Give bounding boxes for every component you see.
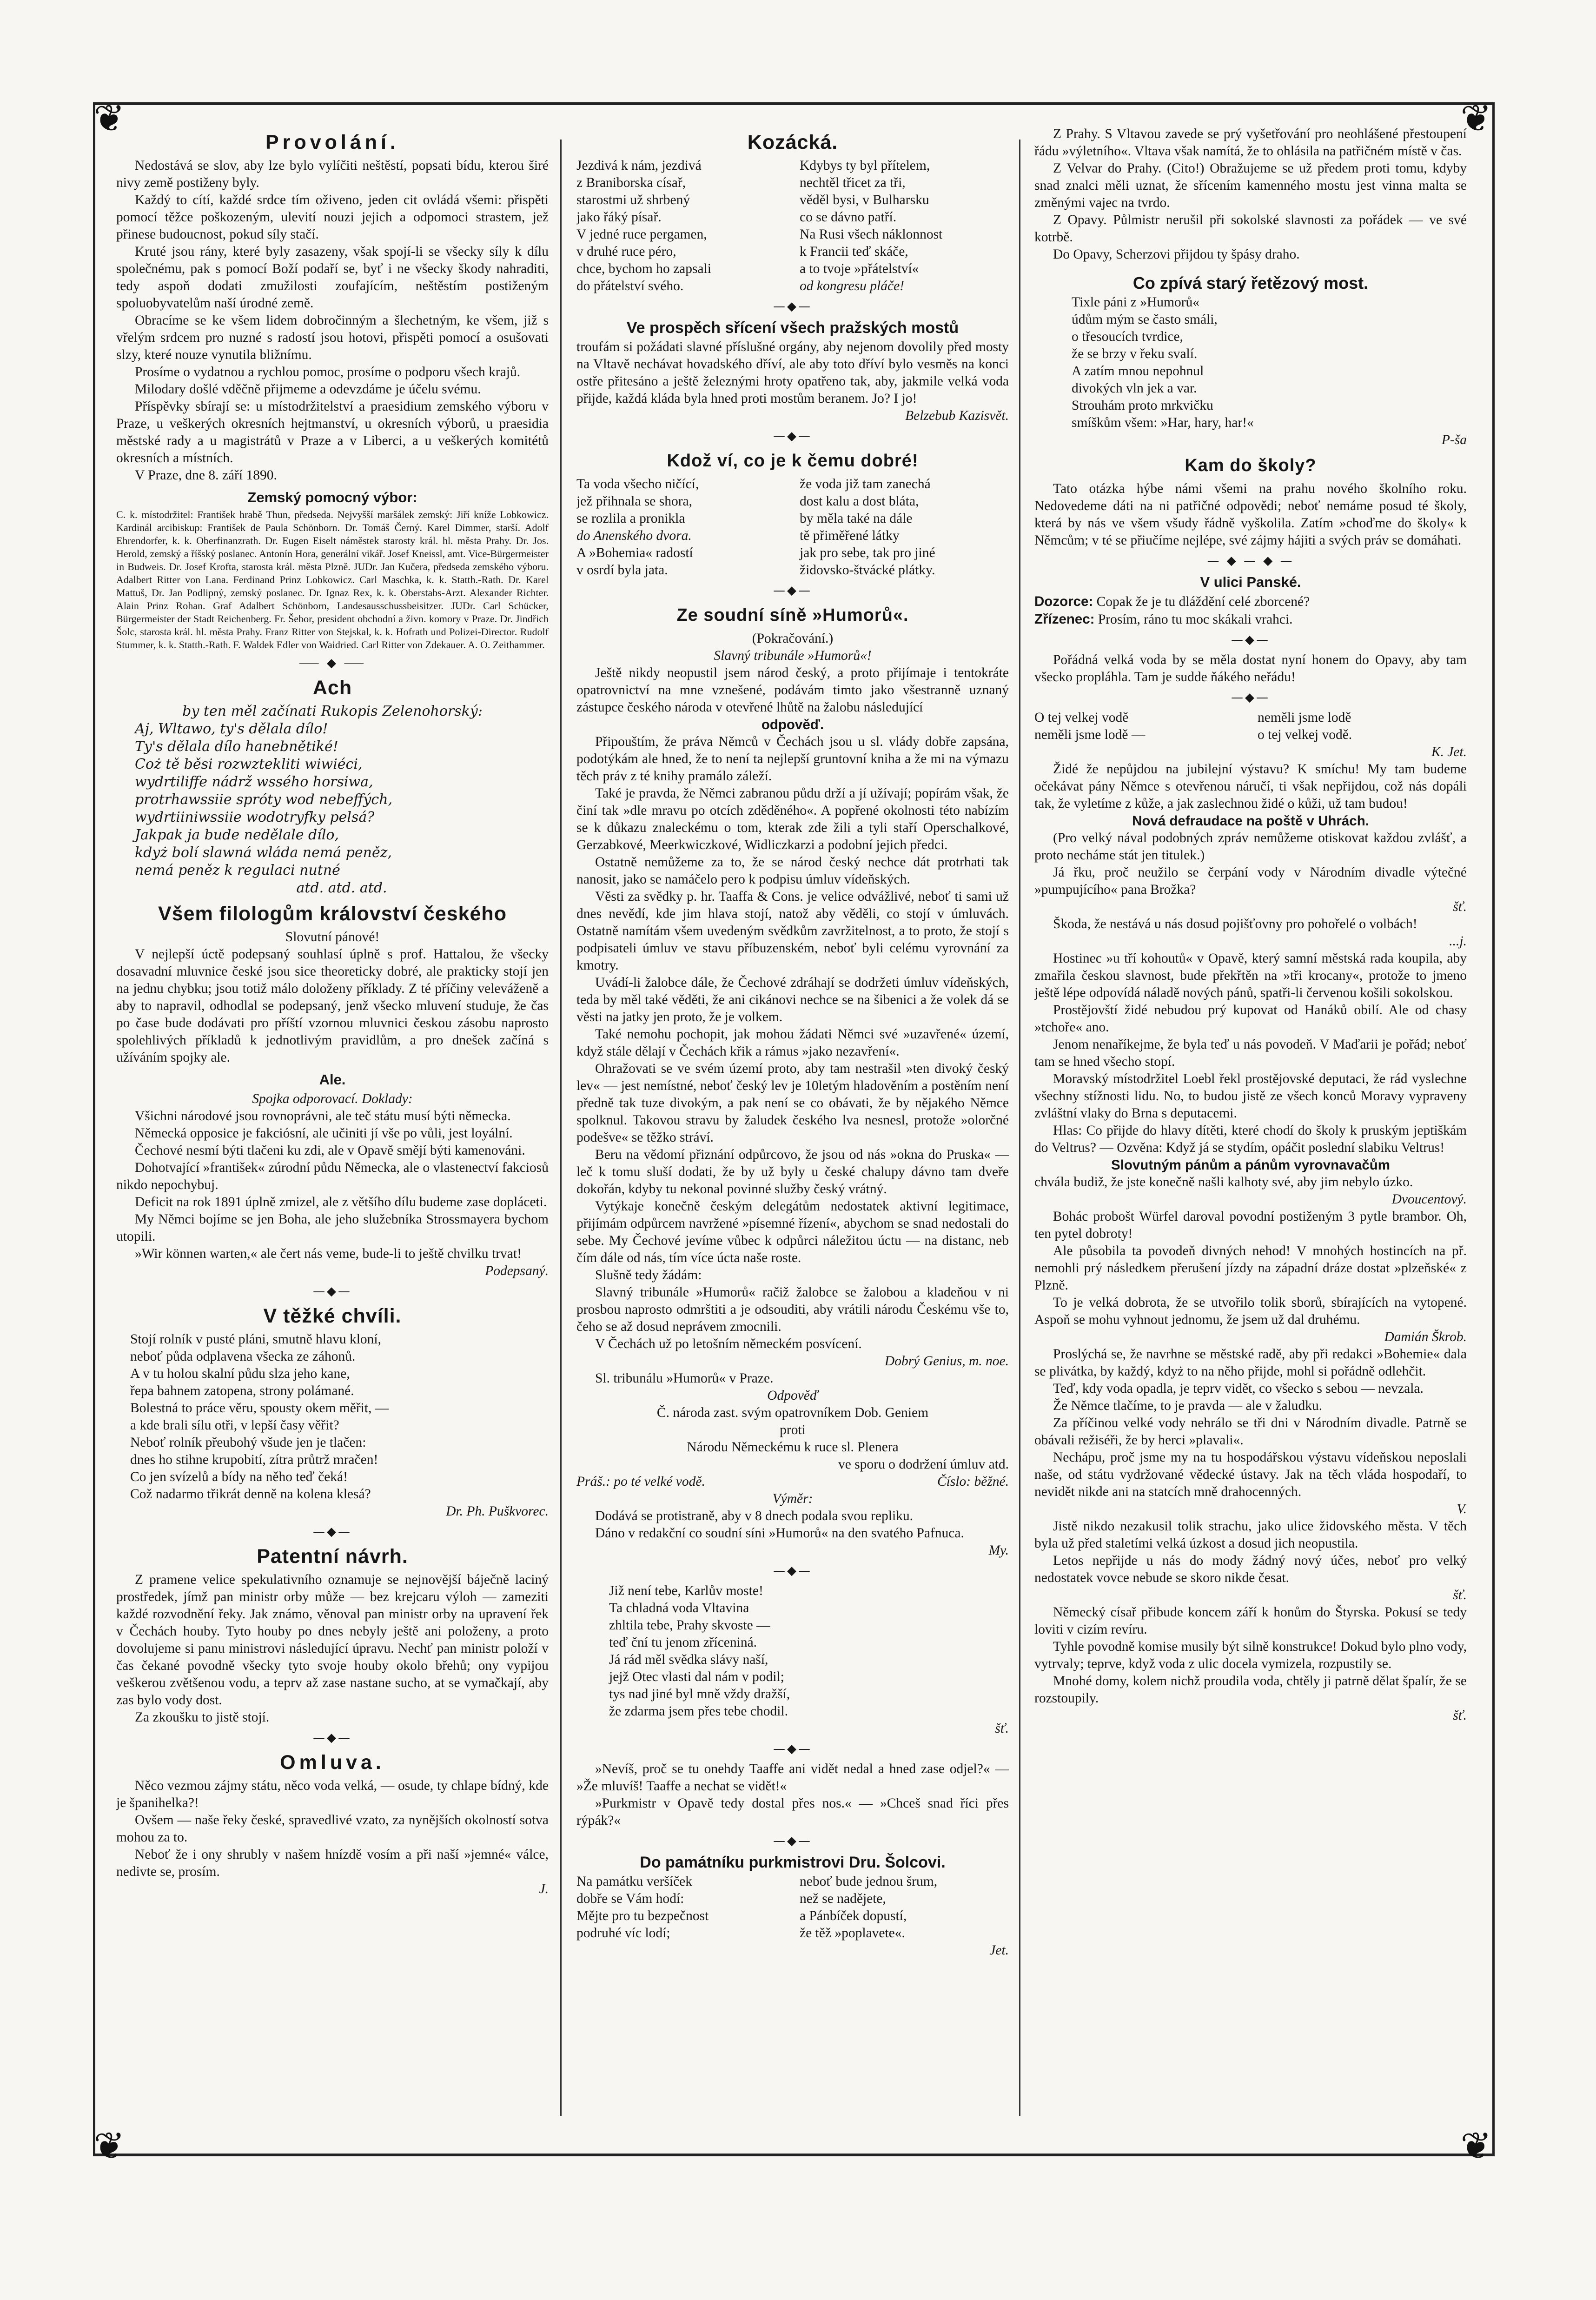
paragraph: Prostějovští židé nebudou prý kupovat od Hanáků obilí. Ale od chasy »tchoře« ano. xyxy=(1034,1003,1467,1035)
paragraph: Také nemohu pochopit, jak mohou žádati Němci své »uzavřené« území, když stále dělají v Čechách křik a rámus »jako nezavření«. xyxy=(576,1027,1009,1059)
poem-line: nechtěl třicet za tři, xyxy=(800,175,906,190)
poem-line: Tiхle páni z »Humorů« xyxy=(1072,295,1200,310)
article-title-tezke-chvili: V těžké chvíli. xyxy=(263,1305,402,1327)
article-title-ulici: V ulici Panské. xyxy=(1200,574,1301,590)
poem-line: řepa bahnem zatopena, strony polámané. xyxy=(130,1383,354,1398)
signature: ...j. xyxy=(1449,934,1467,949)
poem-line: Kdybys ty byl přítelem, xyxy=(800,158,930,173)
column-right xyxy=(1034,126,1467,2134)
paragraph: Ostatně nemůžeme za to, že se národ český nechce dát protrhati tak nanosit, jako se namáčelo pero k podpisu úmluv vídeňských. xyxy=(576,855,1009,887)
poem-line: od kongresu pláče! xyxy=(800,279,905,293)
paragraph: My Němci bojíme se jen Boha, ale jeho služebníka Strossmayera bychom utopili. xyxy=(116,1212,549,1244)
poem-line: neměli jsme lodě — xyxy=(1034,727,1146,742)
section-title: Slovutným pánům a pánům vyrovnavačům xyxy=(1111,1157,1390,1173)
separator: —◆— xyxy=(1231,633,1270,647)
court-meta xyxy=(576,1473,1009,1490)
poem-left xyxy=(1034,709,1244,744)
poem-line: nemá peněz k regulaci nutné xyxy=(135,862,340,878)
article-title-filologum: Všem filologům království českého xyxy=(158,903,507,925)
section-subtitle: Spojka odporovací. Doklady: xyxy=(252,1091,413,1106)
speech: Prosím, ráno tu moc skákali vrahci. xyxy=(1098,612,1293,627)
poem-line: Ta voda všecho ničící, xyxy=(576,477,699,492)
paragraph: »Nevíš, proč se tu onehdy Taaffe ani vidět nedal a hned zase odjel?« — »Že mluvíš! Taaffe a nechat se vidět!« xyxy=(576,1762,1009,1794)
subtitle: by ten měl začínati Rukopis Zelenohorský: xyxy=(182,703,483,719)
article-title-omluva: Omluva. xyxy=(280,1751,385,1774)
paragraph: Z Opavy. Půlmistr nerušil při sokolské slavnosti za pořádek — ve své kotrbě. xyxy=(1034,213,1467,245)
separator: —◆— xyxy=(773,1564,812,1578)
paragraph: Mnohé domy, kolem nichž proudila voda, chtěly ji patrně dělat špalír, že se rozstoupily. xyxy=(1034,1674,1467,1706)
poem xyxy=(1072,294,1467,432)
paragraph: Proslýchá se, že navrhne se městské radě, aby při redakci »Bohemie« dala se plivátka, by každý, kdyż to na něho přijde, mohl si pořádně odlehčit. xyxy=(1034,1347,1467,1379)
paragraph: V Čechách už po letošním německém posvícení. xyxy=(595,1336,862,1351)
poem-line: Aj, Wltawo, ty's dělala dílo! xyxy=(135,721,328,737)
dialogue-line xyxy=(1034,611,1467,628)
article-title-prospech: Ve prospěch sřícení všech pražských mostů xyxy=(626,319,959,337)
paragraph: Hlas: Co přijde do hlavy dítěti, které chodí do školy k pruským jeptiškám do Veltrus? — Ozvěna: Když já se stydím, opáčit poslední slabiku Veltrus! xyxy=(1034,1123,1467,1155)
article-title-soudni-sin: Ze soudní síně »Humorů«. xyxy=(676,605,909,625)
paragraph: Z Velvar do Prahy. (Cito!) Obražujeme se už předem proti tomu, kdyby snad znalci měli uznat, že sřícením kamenného mostu jest vinna malta se změnými vajec na tvrdo. xyxy=(1034,161,1467,210)
court-line: proti xyxy=(780,1423,806,1437)
poem-line: Bolestná to práce věru, spousty okem měřit, — xyxy=(130,1401,389,1416)
court-line: ve sporu o dodržení úmluv atd. xyxy=(838,1457,1009,1472)
poem-line: Ty's dělala dílo hanebnětiké! xyxy=(135,738,338,755)
separator: — ◆ — ◆ — xyxy=(1207,554,1294,568)
signature: K. Jet. xyxy=(1431,745,1467,759)
separator: —◆— xyxy=(773,1742,812,1756)
poem-line: v osrdí byla jata. xyxy=(576,563,668,578)
signature: Jet. xyxy=(989,1943,1009,1958)
separator: —◆— xyxy=(773,299,812,313)
paragraph: Uvádí-li žalobce dále, že Čechové zdráhají se dodržeti úmluv vídeňských, teda by měl také věděti, že ani cikánovi nechce se na šibenici a že volek dá se věsti na jatky jen proto, že je volkem. xyxy=(576,975,1009,1024)
poem-line: tě přiměřené látky xyxy=(800,528,900,543)
paragraph: Sl. tribunálu »Humorů« v Praze. xyxy=(595,1371,774,1386)
dialogue xyxy=(1034,593,1467,628)
salutation: Slavný tribunále »Humorů«! xyxy=(714,648,872,663)
signature: šť. xyxy=(995,1721,1009,1736)
column-rule xyxy=(560,140,562,2116)
poem-line: divokých vln jek a var. xyxy=(1072,381,1197,396)
article-title-most: Co zpívá starý řetězový most. xyxy=(1132,273,1369,292)
signature: šť. xyxy=(1453,899,1467,914)
poem-line: v druhé ruce péro, xyxy=(576,244,676,259)
poem-line: A zatím mnou nepohnul xyxy=(1072,364,1204,379)
poem-line: Neboť rolník přeubohý všude jen je tlačen: xyxy=(130,1435,366,1450)
paragraph: Za příčinou velké vody nehrálo se tři dni v Národním divadle. Patrně se obávali režiséři, že by herci »plavali«. xyxy=(1034,1416,1467,1448)
poem-left xyxy=(576,476,786,579)
separator: —◆— xyxy=(1231,691,1270,705)
paragraph: Bohác probošt Würfel daroval povodní postiženým 3 pytle brambor. Oh, ten pytel dobroty! xyxy=(1034,1209,1467,1241)
paragraph: Moravský místodržitel Loebl řekl prostějovské deputaci, že rád vyslechne všechny stížnosti lidu. No, to budou jistě ze všech konců Moravy vypraveny zvláštní vlaky do Brna s deputacemi. xyxy=(1034,1071,1467,1121)
section-title-ale: Ale. xyxy=(319,1071,346,1088)
paragraph: Deficit na rok 1891 úplně zmizel, ale z většího dílu budeme zase dopláceti. xyxy=(135,1195,547,1210)
separator: —◆— xyxy=(773,429,812,443)
poem-line: wydrtiliffe nádrž wssého horsiwa, xyxy=(135,774,373,790)
article-title-kozacka: Kozácká. xyxy=(747,131,838,153)
paragraph: Obracíme se ke všem lidem dobročinným a šlechetným, ke všem, již s vřelým srdcem pro nuzné s radostí jsou hotovi, přispěti pomocí a osušovati slzy, které nouze vynutila bližnímu. xyxy=(116,313,549,362)
poem-line: Což nadarmo třikrát denně na kolena klesá? xyxy=(130,1487,371,1502)
paragraph: Každý to cítí, každé srdce tím oživeno, jeden cit ovládá všemi: přispěti pomocí těžce poškozeným, ulevití nouzi jejich a odpomoci strastem, jež přinese budoucnost, pokud síly stačí. xyxy=(116,193,549,242)
paragraph: Z Prahy. S Vltavou zavede se prý vyšetřování pro neohlášené přestoupení řádu »výletního«. Vltava však namítá, že to ohlásila na patřičném místě v čas. xyxy=(1034,126,1467,159)
poem-line: neměli jsme lodě xyxy=(1258,710,1351,725)
poem-line: o třesoucích tvrdice, xyxy=(1072,329,1184,344)
poem-line: z Braniborska císař, xyxy=(576,175,686,190)
salutation: Slovutní pánové! xyxy=(285,930,380,944)
poem-line: V jedné ruce pergamen, xyxy=(576,227,707,242)
paragraph: Ale působila ta povodeň divných nehod! V mnohých hostincích na př. nemohli prý následkem přerušení jízdy na západní dráze dostat »plzeňské« z Plzně. xyxy=(1034,1243,1467,1293)
poem-line: A v tu holou skalní půdu slza jeho kane, xyxy=(130,1366,350,1381)
article-title-patent: Patentní návrh. xyxy=(257,1545,408,1568)
separator: —◆— xyxy=(313,1284,352,1298)
poem-line: by měla také na dále xyxy=(800,511,913,526)
speaker: Zřízenec: xyxy=(1034,612,1095,627)
poem-line: podruhé víc lodí; xyxy=(576,1926,670,1941)
paragraph: Hostinec »u tří kohoutů« v Opavě, který samní městská rada koupila, aby zmařila českou slavnost, bude překřtěn na »tři krocany«, protože to jmeno ještě lépe odpovídá náladě nových pánů, spatři-li červenou košili sokolskou. xyxy=(1034,951,1467,1000)
paragraph: Neboť že i ony shrubly v našem hnízdě vosím a při naší »jemné« válce, nedivte se, prosím. xyxy=(116,1847,549,1879)
paragraph: Židé že nepůjdou na jubilejní výstavu? K smíchu! My tam budeme očekávat pány Němce s otevřenou náručí, ti však nepřijdou, což nás dopáli tak, že vyletíme z kůže, a jak zaslechnou židé o kůži, už tam budou! xyxy=(1034,762,1467,811)
poem-two-columns xyxy=(576,157,1009,295)
paragraph: »Purkmistr v Opavě tedy dostal přes nos.« — »Chceš snad říci přes rýpák?« xyxy=(576,1796,1009,1828)
poem-line: Já rád měl svědka slávy naší, xyxy=(609,1652,768,1667)
poem-line: do přátelství svého. xyxy=(576,279,684,293)
poem-line: tys nad jiné byl mně vždy dražší, xyxy=(609,1687,790,1702)
paragraph: Že Němce tlačíme, to je pravda — ale v žaludku. xyxy=(1053,1398,1323,1413)
poem-line: Mějte pro tu bezpečnost xyxy=(576,1908,709,1923)
committee-title: Zemský pomocný výbor: xyxy=(247,489,417,505)
poem-line: se rozlila a pronikla xyxy=(576,511,685,526)
paragraph: Jenom nenaříkejme, že byla teď u nás povodeň. V Maďarii je pořád; neboť tam se hned všecho stopí. xyxy=(1034,1037,1467,1069)
poem-line: teď ční tu jenom zříceniná. xyxy=(609,1635,757,1650)
separator: —◆— xyxy=(313,1525,352,1539)
corner-ornament-icon: ❦ xyxy=(1460,97,1492,140)
poem-two-columns xyxy=(1034,709,1467,744)
poem-line: věděl bysi, v Bulharsku xyxy=(800,193,929,207)
poem-line: že těž »poplavete«. xyxy=(800,1926,905,1941)
column-rule xyxy=(1019,140,1020,2116)
paragraph: Škoda, že nestává u nás dosud pojišťovny pro pohořelé o volbách! xyxy=(1053,917,1417,931)
article-title-kdoz: Kdož ví, co je k čemu dobré! xyxy=(667,451,919,471)
speech: Copak že je tu dláždění celé zborcené? xyxy=(1096,594,1310,609)
poem-line: než se nadějete, xyxy=(800,1891,886,1906)
signature: Belzebub Kazisvět. xyxy=(905,408,1009,423)
paragraph: Vytýkaje konečně českým delegátům nedostatek aktivní legitimace, přijímám odpůrcem navržené »písemné řízení«, abychom se snad nedostali do sebe. My Čechové jevíme vůbec k odpůrci náležitou úctu — na distanc, neb čím dále od nás, tím více úcta naše roste. xyxy=(576,1199,1009,1265)
paragraph: »Wir können warten,« ale čert nás veme, bude-li to ještě chvilku trvat! xyxy=(135,1246,522,1261)
poem-left xyxy=(576,157,786,295)
poem-line: jež přihnala se shora, xyxy=(576,494,693,509)
paragraph: Do Opavy, Scherzovi přijdou ty špásy draho. xyxy=(1053,247,1300,262)
dateline: V Praze, dne 8. září 1890. xyxy=(135,468,277,483)
separator: —◆— xyxy=(773,584,812,598)
paragraph: Dohotvající »františek« zúrodní půdu Německa, ale o vlastenectví fakciosů nikdo nepochybuj. xyxy=(116,1160,549,1192)
signature: Dr. Ph. Puškvorec. xyxy=(446,1504,549,1519)
paragraph: Prosíme o vydatnou a rychlou pomoc, prosíme o podporu všech krajů. xyxy=(135,365,521,379)
paragraph: Ovšem — naše řeky české, spravedlivé vzato, za nynějších okolností sotva mohou za to. xyxy=(116,1813,549,1845)
corner-ornament-icon: ❦ xyxy=(93,97,125,140)
poem xyxy=(130,1331,549,1503)
poem-line: že zdarma jsem přes tebe chodil. xyxy=(609,1704,788,1719)
paragraph: Připouštím, že práva Němců v Čechách jsou u sl. vlády dobře zapsána, podotýkám ale hned, že to není ta nejlepší gruntovní kniha a že mi na výmazu těch práv z té knihy pramálo záleží. xyxy=(576,734,1009,784)
signature: Dobrý Genius, m. noe. xyxy=(884,1354,1009,1369)
poem-line: Ta chladná voda Vltavina xyxy=(609,1601,749,1615)
paragraph: Německý císař přibude koncem září k honům do Štyrska. Pokusí se tedy loviti v cizím revíru. xyxy=(1034,1605,1467,1637)
paragraph: Německá opposice je fakciósní, ale učiniti jí vše po vůli, jest loyální. xyxy=(135,1126,513,1141)
paragraph: Kruté jsou rány, které byly zasazeny, však spojí-li se všecky síly k dílu společnému, pak s pomocí Boží podaří se, byť i ne všecky škody nahraditi, tedy aspoň dodati zmužilosti zoufajícím, neštěstím postiženým spoluobyvatelům naší úrodné země. xyxy=(116,244,549,311)
paragraph: Příspěvky sbírají se: u místodržitelství a praesidium zemského výboru v Praze, u veškerých okresních hejtmanství, u okresních výborů, u praesidia městské rady a u magistrátů v Praze a v Liberci, a u veškerých komitétů okresních a místních. xyxy=(116,399,549,465)
article-title-solc: Do památníku purkmistrovi Dru. Šolcovi. xyxy=(640,1854,946,1871)
poem-line: a Pánbíček dopustí, xyxy=(800,1908,907,1923)
signature: šť. xyxy=(1453,1588,1467,1602)
paragraph: To je velká dobrota, že se utvořilo tolik sborů, sbírajících na vytopené. Aspoň se mohu vyhnout jednomu, že jsem už dal druhému. xyxy=(1034,1295,1467,1327)
poem-two-columns xyxy=(576,1873,1009,1942)
paragraph: Milodary došlé vděčně přijmeme a odevzdáme je účelu svému. xyxy=(135,382,481,397)
paragraph: Ještě nikdy neopustil jsem národ český, a proto přijímaje i tentokráte opatrovnictví na mne vznešené, podávám timto jako všestranně uznaný zástupce českého národa v otevřené lhůtě na žalobu následující xyxy=(576,665,1009,715)
section-title: Nová defraudace na poště v Uhrách. xyxy=(1132,813,1369,829)
poem-line: O tej velkej vodě xyxy=(1034,710,1129,725)
paragraph: Nechápu, proč jsme my na tu hospodářskou výstavu vídeňskou neposlali naše, od státu vydržované vědecké ústavy. Jak na těch vláda hospodaří, to nevidět nikde ani na statcích mně drahocenných. xyxy=(1034,1450,1467,1499)
paragraph: Jistě nikdo nezakusil tolik strachu, jako ulice židovského města. V těch byla už před staletími velká úzkost a dosud jich neopustila. xyxy=(1034,1519,1467,1551)
column-left xyxy=(116,126,549,2134)
paragraph: chvála budiž, že jste konečně našli kalhoty své, aby jim nebylo úzko. xyxy=(1034,1175,1413,1190)
poem-line: atd. atd. atd. xyxy=(296,880,387,896)
signature: Dvoucentový. xyxy=(1391,1192,1467,1207)
poem-line: neboť bude jednou šrum, xyxy=(800,1874,938,1889)
poem-line: dost kalu a dost bláta, xyxy=(800,494,919,509)
poem-line: Na Rusi všech náklonnost xyxy=(800,227,943,242)
poem-line: jejž Otec vlasti dal nám v podil; xyxy=(609,1669,784,1684)
poem-line: a kde brali sílu otři, v lepší časy věřit? xyxy=(130,1418,339,1433)
paragraph: Ohražovati se ve svém území proto, aby tam nestrašil »ten divoký český lev« — jest nemístné, neboť český lev je 10letým hladověním a postěním není předně tak tuze divokým, a pak není se co obávati, že by nějakého Němce spolknul. Takovou stravu by žaludek českého lva nesnesl, protože »olorčné podešve« se těžko stráví. xyxy=(576,1061,1009,1145)
paragraph: Čechové nesmí býti tlačeni ku zdi, ale v Opavě smějí býti kamenováni. xyxy=(135,1143,525,1158)
poem-line: a to tvoje »přátelství« xyxy=(800,261,919,276)
paragraph: Dáno v redakční co soudní síni »Humorů« na den svatého Pafnuca. xyxy=(595,1526,964,1541)
poem-line: že voda již tam zanechá xyxy=(800,477,931,492)
poem-line: A »Bohemia« radostí xyxy=(576,545,693,560)
article-title-skola: Kam do školy? xyxy=(1185,456,1317,475)
signature: My. xyxy=(988,1543,1009,1558)
paragraph: Z pramene velice spekulativního oznamuje se nejnovější báječně laciný prostředek, jímž pan ministr orby může — bez krejcaru výloh — zameziti každé rozvodnění řeky. Jak známo, věnoval pan ministr orby na upravení řek v Čechách houby. Tyto houby po dnes nebyly ještě ani položeny, a proto dovolujeme si panu ministrovi následující úpravu. Nechť pan ministr položí v čas čekané povodně všecky tyto svoje houby okolo břehů; ony vypijou veškerou zvětšenou vodu, a teprv až zase nastane sucho, at se vymačkají, aby zas bylo vody dost. xyxy=(116,1572,549,1708)
paragraph: Pořádná velká voda by se měla dostat nyní honem do Opavy, aby tam všecko propláhla. Tam je sudde ňákého neřádu! xyxy=(1034,652,1467,685)
paragraph: Všichni národové jsou rovnoprávni, ale teč státu musí býti německa. xyxy=(135,1109,511,1123)
poem xyxy=(135,720,549,897)
court-cislo: Číslo: běžné. xyxy=(937,1474,1009,1489)
poem-line: Stojí rolník v pusté pláni, smutně hlavu kloní, xyxy=(130,1332,381,1347)
paragraph: Slušně tedy žádám: xyxy=(595,1268,702,1283)
poem-right xyxy=(800,476,1009,579)
column-middle xyxy=(576,126,1009,2134)
paragraph: Také je pravda, že Němci zabranou půdu drží a jí užívají; popírám však, že činí tak »dle mravu po otcích zděděného«. A popřené okolnosti této nabízím se k důkazu znaleckému o tom, kterak zde žili a tyli staří Operschalkové, Gerzabkové, Meerkwiczkové, Widliczkarzi a podobní jejich předci. xyxy=(576,786,1009,852)
poem-two-columns xyxy=(576,476,1009,579)
paragraph: Dodává se protistraně, aby v 8 dnech podala svou repliku. xyxy=(595,1509,914,1523)
article-title-ach: Ach xyxy=(312,677,352,699)
paragraph: Já řku, proč neužilo se čerpání vody v Národním divadle výtečné »pumpujícího« pana Brožka? xyxy=(1034,865,1467,897)
paragraph: Beru na vědomí přiznání odpůrcovo, že jsou od nás »okna do Pruska« — leč k tomu sluší dodati, že by už byly u české chalupy dávno tam dveře dokořán, kdyby tu nekonal povinné služby český vrátný. xyxy=(576,1147,1009,1197)
poem-line: protrhawssiie spróty wod nebeffých, xyxy=(135,791,393,808)
poem-line: co se dávno patří. xyxy=(800,210,897,225)
poem-line: dobře se Vám hodí: xyxy=(576,1891,684,1906)
corner-ornament-icon: ❦ xyxy=(1460,2124,1492,2167)
paragraph: (Pro velký nával podobných zpráv nemůžeme otiskovat každou zvlášť, a proto necháme stát jen titulek.) xyxy=(1034,831,1467,863)
poem-line: Jezdivá k nám, jezdivá xyxy=(576,158,702,173)
signature: Damián Škrob. xyxy=(1384,1329,1467,1344)
paragraph: Tato otázka hýbe námi všemi na prahu nového školního roku. Nedovedeme dáti na ni patřičné odpovědi; neboť nemáme posud té školy, která by nás ve všem všudy řádně vyškolila. Zatím »choďme do školy« k Němcům; v té se přiučíme nejlépe, své zájmy hájiti a svých práv se domáhati. xyxy=(1034,481,1467,548)
poem-line: neboť půda odplavena všecka ze záhonů. xyxy=(130,1349,356,1364)
separator: ⸺ ◆ ⸺ xyxy=(298,656,366,670)
poem-line: kdyż bolí slawná wláda nemá peněz, xyxy=(135,844,392,861)
poem-line: zhltila tebe, Prahy skvoste — xyxy=(609,1618,770,1633)
poem-line: smíškům všem: »Har, hary, har!« xyxy=(1072,415,1254,430)
poem-right xyxy=(1258,709,1467,744)
poem-line: že se brzy v řeku svalí. xyxy=(1072,346,1198,361)
poem-line: Již není tebe, Karlův moste! xyxy=(609,1583,763,1598)
paragraph: Letos nepřijde u nás do mody žádný nový účes, neboť pro velký nedostatek vovce nebude se skoro nikde česat. xyxy=(1034,1553,1467,1585)
signature: Podepsaný. xyxy=(485,1263,549,1278)
poem-line: starostmi už shrbený xyxy=(576,193,690,207)
court-pras: Práš.: po té velké vodě. xyxy=(576,1474,705,1489)
paragraph: troufám si požádati slavné příslušné orgány, aby nejenom dovolily před mosty na Vltavě nechávat hovadského dříví, ale aby toto dříví bylo vesměs na konci ostře přitesáno a ještě železnými hroty opatřeno tak, aby, jakmile velká voda přijde, každá kláda byla hned proti mostům beranem. Jo? I jo! xyxy=(576,339,1009,406)
corner-ornament-icon: ❦ xyxy=(93,2124,125,2167)
poem-line: do Anenského dvora. xyxy=(576,528,692,543)
paragraph: Nedostává se slov, aby lze bylo vylíčiti neštěstí, popsati bídu, kterou širé nivy země postiženy byly. xyxy=(116,158,549,190)
poem-line: jak pro sebe, tak pro jiné xyxy=(800,545,935,560)
section-subtitle: Výměr: xyxy=(772,1491,813,1506)
poem-line: o tej velkej vodě. xyxy=(1258,727,1352,742)
section-subtitle: Odpověď xyxy=(767,1388,818,1403)
paragraph: V nejlepší úctě podepsaný souhlasí úplně s prof. Hattalou, že všecky dosavadní mluvnice české jsou sice theoreticky dobré, ale prakticky stojí jen na jednu chybku; jsou totiž málo doloženy příklady. Z té příčiny veleváženě a aby to napravil, odhodlal se podepsaný, jenž všecko mluvení studuje, že čas po čase bude dodávati pro příští vzornou mluvnici českou zásobu naprosto spolehlivých příkladů k jednotlivým pravidlům, a pro dnešek začíná s užíváním spojky ale. xyxy=(116,947,549,1065)
signature: šť. xyxy=(1453,1708,1467,1723)
poem-line: chce, bychom ho zapsali xyxy=(576,261,711,276)
separator: —◆— xyxy=(773,1834,812,1848)
poem-line: Strouhám proto mrkvičku xyxy=(1072,398,1213,413)
poem-line: Na památku veršíček xyxy=(576,1874,693,1889)
paragraph: Věsti za svědky p. hr. Taaffa & Cons. je velice odvážlivé, neboť ti sami už dnes nevědí, kde jim hlava stojí, natož aby věděli, co stojí v úmluvách. Ostatně namítám všem uvedeným svědkům zavržitelnost, a to proto, že stojí s podpisateli úmluv ve stavu příbuzenském, neboť byli celému vyrovnání za kmotry. xyxy=(576,889,1009,973)
paragraph: Za zkoušku to jistě stojí. xyxy=(135,1710,270,1725)
court-line: Č. národa zast. svým opatrovníkem Dob. Geniem xyxy=(656,1405,929,1420)
paragraph: Slavný tribunále »Humorů« račiž žalobce se žalobou a kladeňou v ni prosbou naprosto odmrštiti a je odsouditi, aby vrátili národu Českému vše to, čeho se až dosud neprávem zmocnili. xyxy=(576,1285,1009,1334)
poem-right xyxy=(800,1873,1009,1942)
committee-list: C. k. místodržitel: František hrabě Thun, předseda. Nejvyšší maršálek zemský: Jiří kníže Lobkowicz. Kardinál arcibiskup: František de Paula Schönborn. Dr. Tomáš Černý. Karel Dimmer, starší. Adolf Ehrendorfer, k. k. Oberfinanzrath. Dr. Eugen Eiselt náměstek starosty král. hl. města Prahy. Dr. Jos. Herold, zemský a říšský poslanec. Antonín Hora, generální vikář. Josef Kneissl, amt. Vice-Bürgermeister in Budweis. Dr. Josef Krofta, starosta král. města Plzně. JUDr. Jan Kučera, předseda zemského výboru. Adalbert Ritter von Lana. Ferdinand Prinz Lobkowicz. Carl Maschka, k. k. Statth.-Rath. Dr. Karel Mattuš, Dr. Jan Podlipný, zemský poslanec. Dr. Ignaz Rex, k. k. Oberstabs-Arzt. Alexander Richter. Alain Prinz Rohan. Graf Adalbert Schönborn, Landesausschussbeisitzer. JUDr. Carl Schücker, Bürgermeister der Stadt Reichenberg. Fr. Šebor, president obchodní a živn. komory v Praze. Dr. Jindřich Šolc, starosta král. hl. města Prahy. Franz Ritter von Stejskal, k. k. Hofrath und Polizei-Director. Rudolf Stummer, k. k. Statth.-Rath. F. Waldek Edler von Waidried. Carl Ritter von Zdekauer. A. O. Zeithammer. xyxy=(116,509,549,651)
signature: P-ša xyxy=(1441,432,1467,447)
section-title-odpoved: odpověď. xyxy=(761,717,824,732)
poem-line: dnes ho stihne krupobití, zítra průtrž mračen! xyxy=(130,1452,378,1467)
poem-line: židovsko-štvácké plátky. xyxy=(800,563,935,578)
separator: —◆— xyxy=(313,1731,352,1745)
poem-line: Jakpak ja bude nedělale dílo, xyxy=(135,827,339,843)
court-line: Národu Německému k ruce sl. Plenera xyxy=(687,1440,899,1455)
signature: J. xyxy=(539,1881,549,1896)
poem-left xyxy=(576,1873,786,1942)
signature: V. xyxy=(1457,1502,1467,1516)
poem-line: údům mým se často smáli, xyxy=(1072,312,1218,327)
poem-karluv-most xyxy=(609,1582,1009,1720)
continued-note: (Pokračování.) xyxy=(752,631,834,646)
poem-line: Coż tě běsi rozwztekliti wiwiéci, xyxy=(135,756,363,772)
poem-line: Co jen svízelů a bídy na něho teď čeká! xyxy=(130,1469,348,1484)
poem-right xyxy=(800,157,1009,295)
paragraph: Teď, kdy voda opadla, je teprv vidět, co všecko s sebou — nevzala. xyxy=(1053,1381,1424,1396)
dialogue-line xyxy=(1034,593,1467,611)
poem-line: jako řáký písař. xyxy=(576,210,662,225)
paragraph: Něco vezmou zájmy státu, něco voda velká, — osude, ty chlape bídný, kde je španihelka?! xyxy=(116,1778,549,1810)
article-title-provolani: Provolání. xyxy=(265,131,399,153)
paragraph: Tyhle povodně komise musily být silně konstrukce! Dokud bylo plno vody, vytrvaly; teprve, když voda z ulic docela vymizela, rozpustily se. xyxy=(1034,1639,1467,1671)
poem-line: wydrtiiniwssiie wodotryfky pelsá? xyxy=(135,809,375,825)
poem-line: k Francii teď skáče, xyxy=(800,244,908,259)
speaker: Dozorce: xyxy=(1034,594,1093,609)
